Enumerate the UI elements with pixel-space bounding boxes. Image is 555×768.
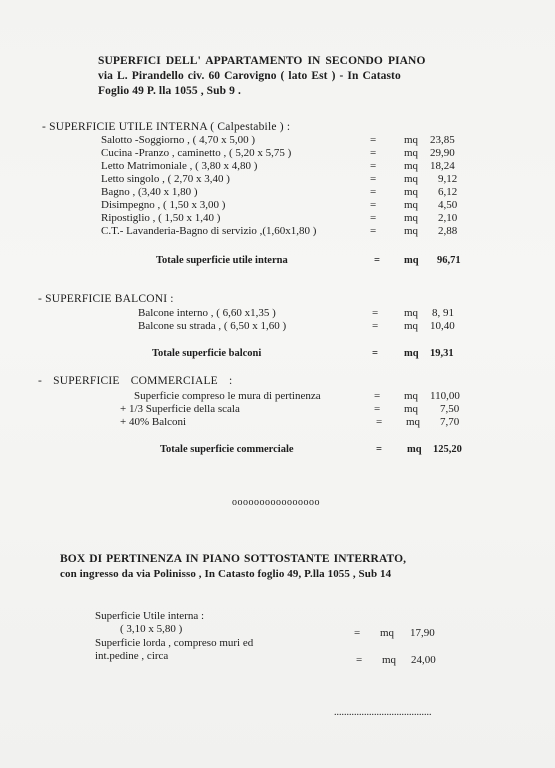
area-value: 4,50: [438, 199, 458, 211]
equals-sign: =: [370, 225, 377, 237]
unit-label: mq: [404, 320, 419, 332]
unit-label: mq: [404, 307, 419, 319]
area-value: 17,90: [410, 627, 435, 639]
unit-label: mq: [380, 627, 395, 639]
equals-sign: =: [370, 212, 377, 224]
unit-label: mq: [404, 225, 419, 237]
equals-sign: =: [354, 627, 361, 639]
area-value: 29,90: [430, 147, 455, 159]
table-row-label: Letto singolo , ( 2,70 x 3,40 ): [101, 173, 230, 185]
unit-label: mq: [404, 160, 419, 172]
header-line-1: SUPERFICI DELL' APPARTAMENTO IN SECONDO PIANO: [98, 55, 426, 67]
unit-label: mq: [404, 173, 419, 185]
table-row-label: + 1/3 Superficie della scala: [120, 403, 240, 415]
equals-sign: =: [374, 390, 381, 402]
table-row-label: Ripostiglio , ( 1,50 x 1,40 ): [101, 212, 221, 224]
header-line-2: via L. Pirandello civ. 60 Carovigno ( lato Est ) - In Catasto: [98, 70, 401, 82]
box-utile-label: Superficie Utile interna :: [95, 610, 205, 622]
unit-label: mq: [382, 654, 397, 666]
box-utile-dims: ( 3,10 x 5,80 ): [120, 623, 183, 635]
table-row-label: Disimpegno , ( 1,50 x 3,00 ): [101, 199, 226, 211]
table-row-label: Superficie compreso le mura di pertinenza: [134, 390, 321, 402]
table-row-label: Balcone su strada , ( 6,50 x 1,60 ): [138, 320, 287, 332]
equals-sign: =: [374, 403, 381, 415]
equals-sign: =: [370, 160, 377, 172]
table-row-label: Cucina -Pranzo , caminetto , ( 5,20 x 5,75 ): [101, 147, 292, 159]
total-unit-balconi: mq: [404, 348, 419, 359]
area-value: 9,12: [438, 173, 458, 185]
area-value: 18,24: [430, 160, 455, 172]
section-title-balconi: - SUPERFICIE BALCONI :: [38, 293, 174, 305]
equals-sign: =: [372, 307, 379, 319]
total-label-commerciale: Totale superficie commerciale: [160, 444, 294, 455]
total-equals-commerciale: =: [376, 444, 382, 455]
equals-sign: =: [370, 134, 377, 146]
area-value: 24,00: [411, 654, 436, 666]
table-row-label: Salotto -Soggiorno , ( 4,70 x 5,00 ): [101, 134, 255, 146]
equals-sign: =: [370, 186, 377, 198]
header-line-3: Foglio 49 P. lla 1055 , Sub 9 .: [98, 85, 241, 97]
equals-sign: =: [372, 320, 379, 332]
total-value-utile: 96,71: [437, 255, 461, 266]
box-lorda-label-1: Superficie lorda , compreso muri ed: [95, 637, 254, 649]
box-subtitle: con ingresso da via Polinisso , In Catasto foglio 49, P.lla 1055 , Sub 14: [60, 568, 392, 580]
area-value: 7,70: [440, 416, 460, 428]
unit-label: mq: [404, 186, 419, 198]
unit-label: mq: [406, 416, 421, 428]
unit-label: mq: [404, 390, 419, 402]
table-row-label: Balcone interno , ( 6,60 x1,35 ): [138, 307, 276, 319]
separator-dots: oooooooooooooooo: [232, 497, 320, 508]
unit-label: mq: [404, 212, 419, 224]
area-value: 6,12: [438, 186, 458, 198]
total-label-balconi: Totale superficie balconi: [152, 348, 262, 359]
equals-sign: =: [376, 416, 383, 428]
equals-sign: =: [370, 199, 377, 211]
total-value-balconi: 19,31: [430, 348, 454, 359]
equals-sign: =: [370, 173, 377, 185]
area-value: 8, 91: [432, 307, 454, 319]
box-title: BOX DI PERTINENZA IN PIANO SOTTOSTANTE INTERRATO,: [60, 553, 407, 565]
total-equals-utile: =: [374, 255, 380, 266]
area-value: 7,50: [440, 403, 460, 415]
table-row-label: Letto Matrimoniale , ( 3,80 x 4,80 ): [101, 160, 258, 172]
total-value-commerciale: 125,20: [433, 444, 462, 455]
unit-label: mq: [404, 403, 419, 415]
area-value: 2,88: [438, 225, 458, 237]
area-value: 110,00: [430, 390, 460, 402]
table-row-label: C.T.- Lavanderia-Bagno di servizio ,(1,60x1,80 ): [101, 225, 317, 237]
unit-label: mq: [404, 134, 419, 146]
table-row-label: Bagno , (3,40 x 1,80 ): [101, 186, 198, 198]
equals-sign: =: [356, 654, 363, 666]
total-equals-balconi: =: [372, 348, 378, 359]
table-row-label: + 40% Balconi: [120, 416, 187, 428]
equals-sign: =: [370, 147, 377, 159]
area-value: 10,40: [430, 320, 455, 332]
total-unit-utile: mq: [404, 255, 419, 266]
signature-line: .......................................: [334, 707, 432, 718]
unit-label: mq: [404, 199, 419, 211]
area-value: 2,10: [438, 212, 458, 224]
total-unit-commerciale: mq: [407, 444, 422, 455]
area-value: 23,85: [430, 134, 455, 146]
section-title-commerciale: - SUPERFICIE COMMERCIALE :: [38, 375, 233, 387]
total-label-utile: Totale superficie utile interna: [156, 255, 288, 266]
unit-label: mq: [404, 147, 419, 159]
box-lorda-label-2: int.pedine , circa: [95, 650, 169, 662]
section-title-utile: - SUPERFICIE UTILE INTERNA ( Calpestabile ) :: [42, 121, 291, 133]
